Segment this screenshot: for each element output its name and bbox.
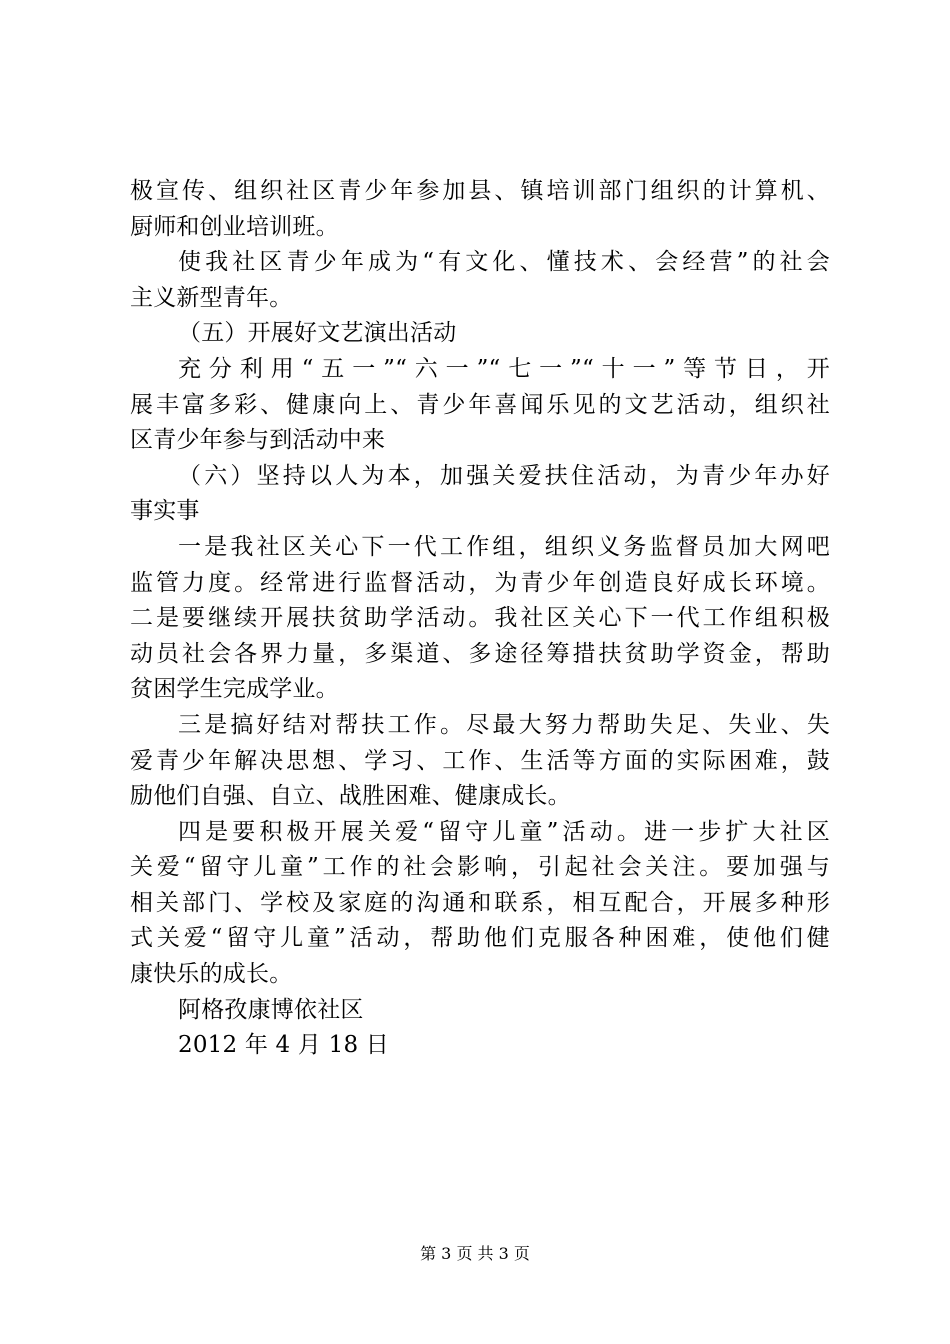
text-line: 三是搞好结对帮扶工作。尽最大努力帮助失足、失业、失 — [178, 711, 830, 738]
text-line: 厨师和创业培训班。 — [130, 213, 339, 240]
signature-organization: 阿格孜康博依社区 — [178, 996, 364, 1023]
page-number-footer: 第 3 页 共 3 页 — [420, 1244, 530, 1263]
signature-date: 2012 年 4 月 18 日 — [178, 1032, 389, 1059]
text-line: 相关部门、学校及家庭的沟通和联系，相互配合，开展多种形 — [130, 889, 830, 916]
document-body — [130, 174, 830, 1064]
text-line: 充分利用“五一”“六一”“七一”“十一”等节日，开 — [178, 355, 830, 382]
text-line: 康快乐的成长。 — [130, 961, 293, 988]
text-line: 式关爱“留守儿童”活动，帮助他们克服各种困难，使他们健 — [130, 925, 830, 952]
text-line: 四是要积极开展关爱“留守儿童”活动。进一步扩大社区 — [178, 818, 830, 845]
text-line: 动员社会各界力量，多渠道、多途径筹措扶贫助学资金，帮助 — [130, 640, 830, 667]
text-line: 极宣传、组织社区青少年参加县、镇培训部门组织的计算机、 — [130, 178, 830, 204]
text-line: 监管力度。经常进行监督活动，为青少年创造良好成长环境。 — [130, 569, 830, 596]
text-line: 励他们自强、自立、战胜困难、健康成长。 — [130, 783, 571, 810]
section-heading: 事实事 — [130, 498, 200, 525]
text-line: 区青少年参与到活动中来 — [130, 427, 386, 454]
section-heading: （五）开展好文艺演出活动 — [178, 320, 457, 347]
section-heading: （六）坚持以人为本，加强关爱扶住活动，为青少年办好 — [178, 462, 830, 489]
text-line: 使我社区青少年成为“有文化、懂技术、会经营”的社会 — [178, 249, 830, 276]
text-line: 展丰富多彩、健康向上、青少年喜闻乐见的文艺活动，组织社 — [130, 391, 830, 418]
text-line: 贫困学生完成学业。 — [130, 676, 339, 703]
text-line: 二是要继续开展扶贫助学活动。我社区关心下一代工作组积极 — [130, 605, 830, 632]
text-line: 一是我社区关心下一代工作组，组织义务监督员加大网吧 — [178, 533, 830, 560]
text-line: 爱青少年解决思想、学习、工作、生活等方面的实际困难，鼓 — [130, 747, 830, 774]
text-line: 关爱“留守儿童”工作的社会影响，引起社会关注。要加强与 — [130, 854, 830, 881]
text-line: 主义新型青年。 — [130, 284, 293, 311]
